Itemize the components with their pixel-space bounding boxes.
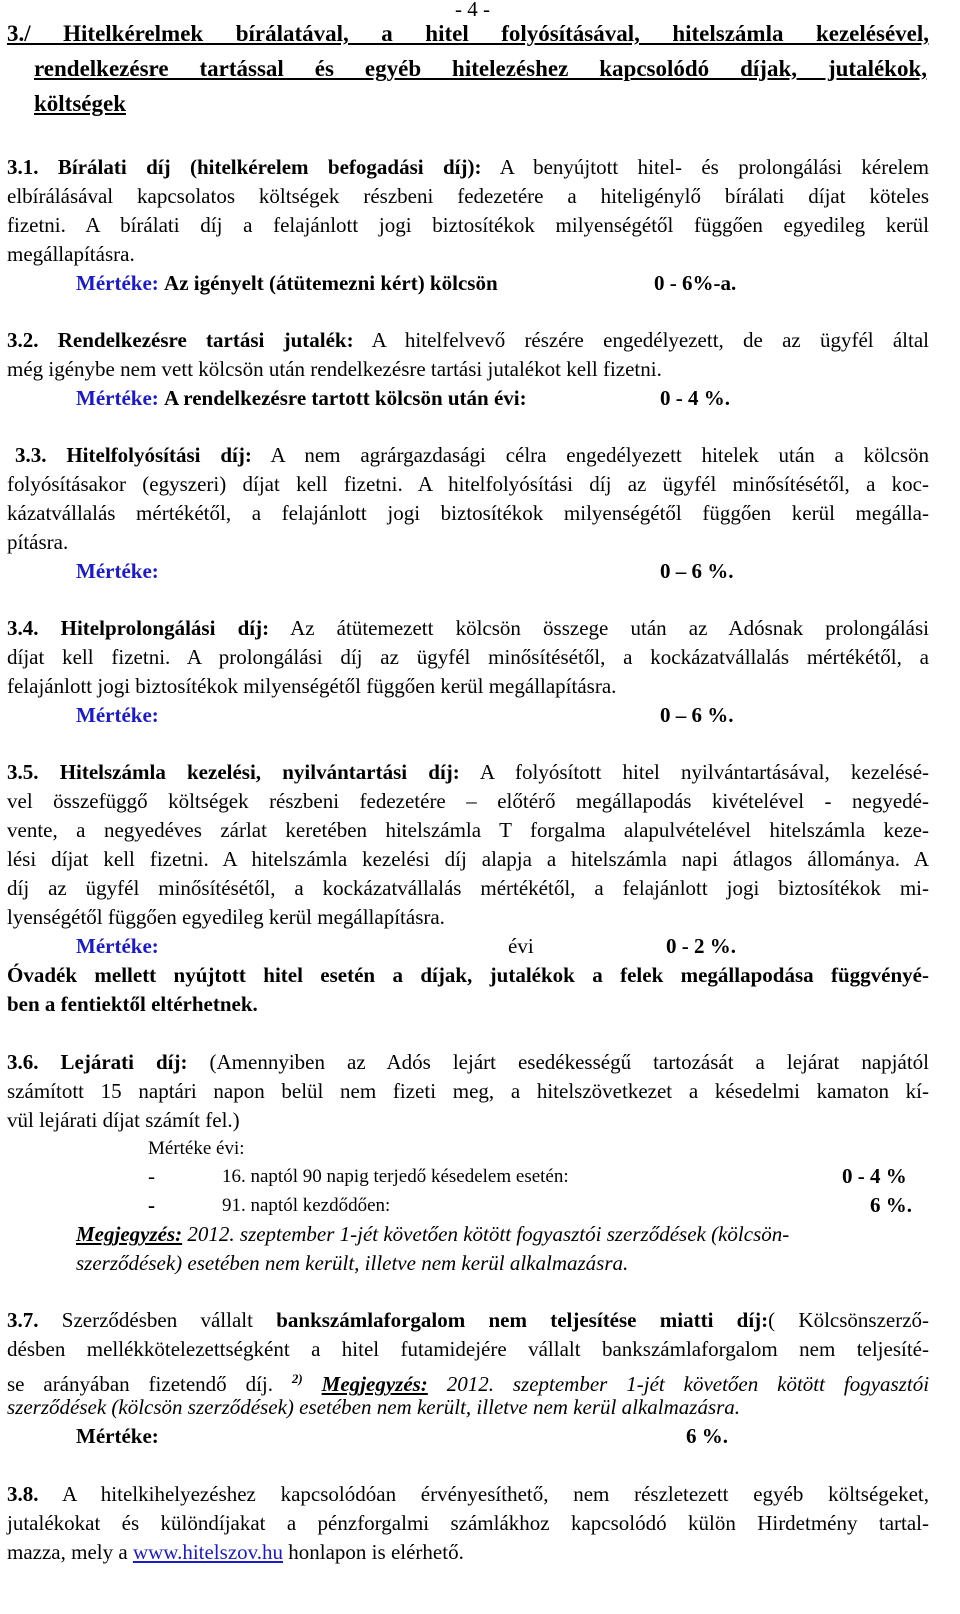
s37-remark-text-1: 2012. szeptember 1-jét követően kötött fogyasztói <box>446 1372 930 1396</box>
s35-text-1: A folyósított hitel nyilvántartásával, kezelésé- <box>479 760 930 784</box>
s36-title: Lejárati díj: <box>60 1050 188 1074</box>
s36-num: 3.6. <box>7 1050 39 1074</box>
s37-footnote: 2) <box>291 1371 303 1386</box>
s31-rate-label: Mértéke: <box>76 271 159 295</box>
s32-num: 3.2. <box>7 328 39 352</box>
s34-rate-value: 0 – 6 %. <box>660 703 734 727</box>
s32-rate-label: Mértéke: <box>76 386 159 410</box>
s38-line-2: jutalékokat és különdíjakat a pénzforgalmi számlákhoz kapcsolódó külön Hirdetmény tartal- <box>7 1511 929 1535</box>
s34-title: Hitelprolongálási díj: <box>60 616 270 640</box>
s31-line-2: elbírálásával kapcsolatos költségek részbeni fedezetére a hiteligénylő bírálati díjat köteles <box>7 184 929 208</box>
s36-text-1: (Amennyiben az Adós lejárt esedékességű tartozását a lejárat napjától <box>209 1050 929 1074</box>
s36-line-2: számított 15 naptári napon belül nem fizeti meg, a hitelszövetkezet a késedelmi kamaton kí- <box>7 1079 929 1103</box>
s32-text-1: A hitelfelvevő részére engedélyezett, de az ügyfél által <box>371 328 929 352</box>
page-number: - 4 - <box>455 0 490 21</box>
s32-rate-value: 0 - 4 %. <box>660 386 730 410</box>
s37-title: bankszámlaforgalom nem teljesítése miatti díj: <box>276 1308 769 1332</box>
s36-rate-label: Mértéke évi: <box>148 1138 245 1159</box>
s34-rate-label: Mértéke: <box>76 703 159 727</box>
s37-remark-label: Megjegyzés: <box>321 1372 428 1396</box>
s36-item1-dash: - <box>148 1164 155 1188</box>
s35-num: 3.5. <box>7 760 39 784</box>
s33-rate-label: Mértéke: <box>76 559 159 583</box>
s32-rate-text: A rendelkezésre tartott kölcsön után évi: <box>164 386 527 410</box>
s34-line-2: díjat kell fizetni. A prolongálási díj az ügyfél minősítésétől, a kockázatvállalás mértékétől, a <box>7 645 929 669</box>
s33-line-1 <box>15 441 929 470</box>
s37-remark-2: szerződések (kölcsön szerződések) esetében nem került, illetve nem kerül alkalmazásra. <box>7 1395 741 1419</box>
s31-rate <box>76 269 498 298</box>
s31-title: Bírálati díj (hitelkérelem befogadási díj): <box>57 155 482 179</box>
s37-pre: Szerződésben vállalt <box>61 1308 253 1332</box>
s33-text-1: A nem agrárgazdasági célra engedélyezett hitelek után a kölcsön <box>270 443 930 467</box>
s38-text-3b: honlapon is elérhető. <box>288 1540 464 1564</box>
s33-title: Hitelfolyósítási díj: <box>66 443 252 467</box>
s38-line-3 <box>7 1538 464 1567</box>
s33-num: 3.3. <box>15 443 47 467</box>
s38-text-1: A hitelkihelyezéshez kapcsolódóan érvényesíthető, nem részletezett egyéb költségeket, <box>62 1482 929 1506</box>
s35-line-6: lyenségétől függően egyedileg kerül megállapításra. <box>7 905 445 929</box>
s36-remark-2: szerződések) esetében nem került, illetve nem kerül alkalmazásra. <box>76 1251 629 1275</box>
s31-text-1: A benyújtott hitel- és prolongálási kérelem <box>499 155 930 179</box>
s35-rate-label: Mértéke: <box>76 934 159 958</box>
s32-rate <box>76 384 527 413</box>
s35-note-2: ben a fentiektől eltérhetnek. <box>7 992 258 1016</box>
s38-num: 3.8. <box>7 1482 39 1506</box>
s36-remark-label: Megjegyzés: <box>76 1222 183 1246</box>
s35-rate-mid: évi <box>508 934 534 958</box>
s37-rate-value: 6 %. <box>686 1424 728 1448</box>
s36-item1-text: 16. naptól 90 napig terjedő késedelem esetén: <box>222 1166 569 1187</box>
s31-line-3: fizetni. A bírálati díj a felajánlott jogi biztosítékok milyenségétől függően egyedileg kerül <box>7 213 929 237</box>
s37-num: 3.7. <box>7 1308 39 1332</box>
s32-title: Rendelkezésre tartási jutalék: <box>57 328 354 352</box>
s36-item2-value: 6 %. <box>870 1193 912 1217</box>
s35-line-4: lési díjat kell fizetni. A hitelszámla kezelési díj alapja a hitelszámla napi átlagos állománya. A <box>7 847 929 871</box>
s33-line-4: pításra. <box>7 530 69 554</box>
s37-rate-label: Mértéke: <box>76 1424 159 1448</box>
s32-line-2: még igénybe nem vett kölcsön után rendelkezésre tartási jutalékot kell fizetni. <box>7 357 662 381</box>
s35-line-3: vente, a negyedéves zárlat keretében hitelszámla T forgalma alapulvételével hitelszámla keze- <box>7 818 929 842</box>
s35-title: Hitelszámla kezelési, nyilvántartási díj: <box>59 760 460 784</box>
s31-num: 3.1. <box>7 155 39 179</box>
s35-line-5: díj az ügyfél minősítésétől, a kockázatvállalás mértékétől, a felajánlott jogi biztosítékok mi- <box>7 876 929 900</box>
s37-line-1 <box>7 1306 929 1335</box>
s33-line-2: folyósításakor (egyszeri) díjat kell fizetni. A hitelfolyósítási díj az ügyfél minősítésétől, a koc- <box>7 472 929 496</box>
s36-remark-1 <box>76 1220 789 1249</box>
s36-item2-text: 91. naptól kezdődően: <box>222 1195 391 1216</box>
s37-line-2: désben mellékkötelezettségként a hitel futamidejére vállalt bankszámlaforgalom nem teljesíté- <box>7 1337 929 1361</box>
s36-remark-text-1: 2012. szeptember 1-jét követően kötött fogyasztói szerződések (kölcsön- <box>187 1222 790 1246</box>
s37-text-1: ( Kölcsönszerző- <box>768 1308 930 1332</box>
heading-line-2: rendelkezésre tartással és egyéb hitelezéshez kapcsolódó díjak, jutalékok, <box>34 56 927 81</box>
s31-line-1 <box>7 153 929 182</box>
s35-line-2: vel összefüggő költségek részbeni fedezetére – előtérő megállapodás kivételével - negyedé- <box>7 789 929 813</box>
s31-line-4: megállapításra. <box>7 242 135 266</box>
heading-line-3: költségek <box>34 91 126 116</box>
s34-line-1 <box>7 614 929 643</box>
s31-rate-text: Az igényelt (átütemezni kért) kölcsön <box>164 271 498 295</box>
s38-text-3a: mazza, mely a <box>7 1540 128 1564</box>
s34-text-1: Az átütemezett kölcsön összege után az Adósnak prolongálási <box>290 616 930 640</box>
heading-line-1: 3./ Hitelkérelmek bírálatával, a hitel folyósításával, hitelszámla kezelésével, <box>7 21 929 46</box>
s38-line-1 <box>7 1480 929 1509</box>
s36-item1-value: 0 - 4 % <box>842 1164 907 1188</box>
s31-rate-value: 0 - 6%-a. <box>654 271 737 295</box>
s32-line-1 <box>7 326 929 355</box>
s36-item2-dash: - <box>148 1193 155 1217</box>
s33-line-3: kázatvállalás mértékétől, a felajánlott jogi biztosítékok milyenségétől függően kerül megálla- <box>7 501 929 525</box>
hitelszov-link[interactable]: www.hitelszov.hu <box>132 1540 284 1564</box>
s33-rate-value: 0 – 6 %. <box>660 559 734 583</box>
s35-note-1: Óvadék mellett nyújtott hitel esetén a díjak, jutalékok a felek megállapodása függvényé- <box>7 963 929 987</box>
s35-rate-value: 0 - 2 %. <box>666 934 736 958</box>
s34-num: 3.4. <box>7 616 39 640</box>
s34-line-3: felajánlott jogi biztosítékok milyenségétől függően kerül megállapításra. <box>7 674 617 698</box>
s35-line-1 <box>7 758 929 787</box>
s37-text-3: se arányában fizetendő díj. <box>7 1372 274 1396</box>
s36-line-1 <box>7 1048 929 1077</box>
s36-line-3: vül lejárati díjat számít fel.) <box>7 1108 240 1132</box>
